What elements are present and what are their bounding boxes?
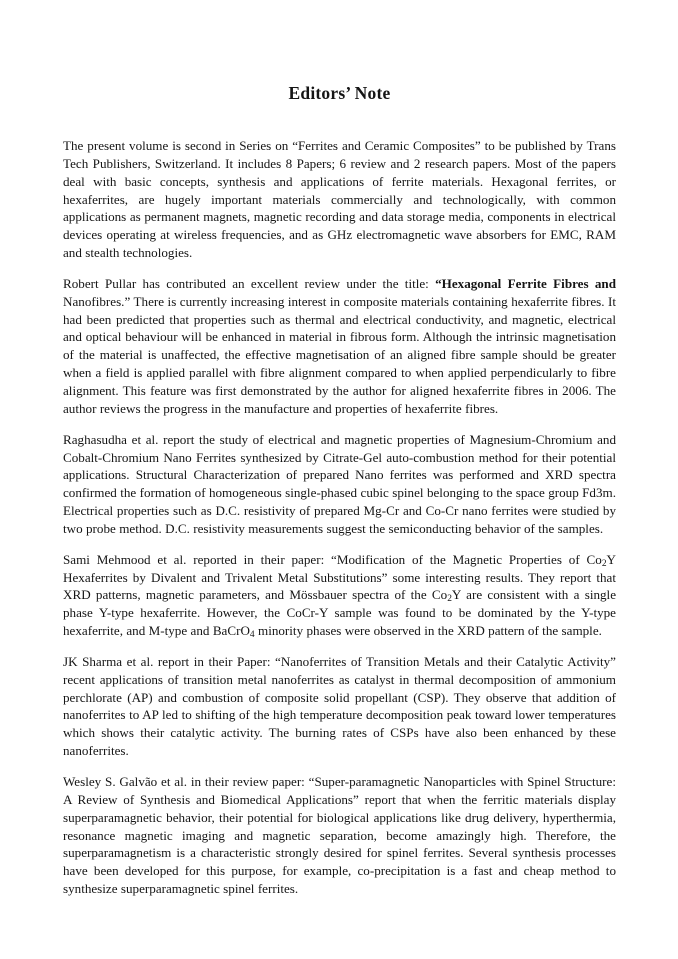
para-galvao [63,773,616,898]
para-raghasudha [63,431,616,538]
para-sharma [63,653,616,760]
text-run: Robert Pullar has contributed an excellent review under the title: [63,275,436,291]
text-run: Wesley S. Galvão et al. in their review paper: “Super-paramagnetic Nanoparticles with Spinel Structure: A Review of Synthesis and Biomedical Applications” report that when the ferritic materials display superparamagnetic behavior, their potential for biological applications like drug delivery, hyperthermia, resonance magnetic imaging and magnetic separation, become amazingly high. Therefore, the superparamagnetism is a characteristic strongly desired for spinel ferrites. Several synthesis processes have been developed for this purpose, for example, co-precipitation is a fast and cheap method to synthesize superparamagnetic spinel ferrites. [63,774,616,897]
subscript: 2 [601,558,607,569]
text-run: JK Sharma et al. report in their Paper: “Nanoferrites of Transition Metals and their Catalytic Activity” recent applications of transition metal nanoferrites as catalyst in thermal decomposition of ammonium perchlorate (AP) and combustion of composite solid propellant (CSP). They observe that addition of nanoferrites to AP led to shifting of the high temperature decomposition peak toward lower temperatures which shows their catalytic activity. The burning rates of CSPs have also been enhanced by these nanoferrites. [63,653,616,759]
text-run: The present volume is second in Series on “Ferrites and Ceramic Composites” to be published by Trans Tech Publishers, Switzerland. It includes 8 Papers; 6 review and 2 research papers. Most of the papers deal with basic concepts, synthesis and applications of ferrite materials. Hexagonal ferrites, or hexaferrites, are hugely important materials commercially and technologically, with common applications as permanent magnets, magnetic recording and data storage media, components in electrical devices operating at wireless frequencies, and as GHz electromagnetic wave absorbers for EMC, RAM and stealth technologies. [63,138,616,261]
para-pullar [63,275,616,418]
page-content [63,0,616,898]
text-run: Y Hexaferrites by Divalent and Trivalent Metal Substitutions” some interesting results. They report that XRD patterns, magnetic parameters, and Mössbauer spectra of the Co [63,551,616,603]
text-run: Nanofibres.” There is currently increasing interest in composite materials containing hexaferrite fibres. It had been predicted that properties such as thermal and electrical conductivity, and magnetic, electrical and optical behaviour will be enhanced in material in fibrous form. Although the intrinsic magnetisation of the material is unaffected, the effective magnetisation of an aligned fibre sample should be greater when a field is applied parallel with fibre alignment compared to when applied perpendicularly to fibre alignment. This feature was first demonstrated by the author for aligned hexaferrite fibres in 2006. The author reviews the progress in the manufacture and properties of hexaferrite fibres. [63,293,616,416]
text-run: minority phases were observed in the XRD pattern of the sample. [254,623,602,639]
text-run: Y are consistent with a single phase Y-type hexaferrite. However, the CoCr-Y sample was found to be dominated by the Y-type hexaferrite, and M-type and BaCrO [63,587,617,639]
text-run: Raghasudha et al. report the study of electrical and magnetic properties of Magnesium-Chromium and Cobalt-Chromium Nano Ferrites synthesized by Citrate-Gel auto-combustion method for their potential applications. Structural Characterization of prepared Nano ferrites was performed and XRD spectra confirmed the formation of homogeneous single-phased cubic spinel belonging to the space group Fd3m. Electrical properties such as D.C. resistivity of prepared Mg-Cr and Co-Cr nano ferrites were studied by two probe method. D.C. resistivity measurements suggest the semiconducting behavior of the samples. [63,431,616,536]
text-run: Sami Mehmood et al. reported in their paper: “Modification of the Magnetic Properties of Co [63,551,602,567]
para-intro [63,137,616,262]
para-mehmood [63,551,616,640]
subscript: 4 [249,630,255,641]
emphasis-bold: “Hexagonal Ferrite Fibres and [435,275,616,291]
subscript: 2 [447,594,452,605]
body-text-block [63,137,616,898]
page-title: Editors’ Note [288,83,391,103]
